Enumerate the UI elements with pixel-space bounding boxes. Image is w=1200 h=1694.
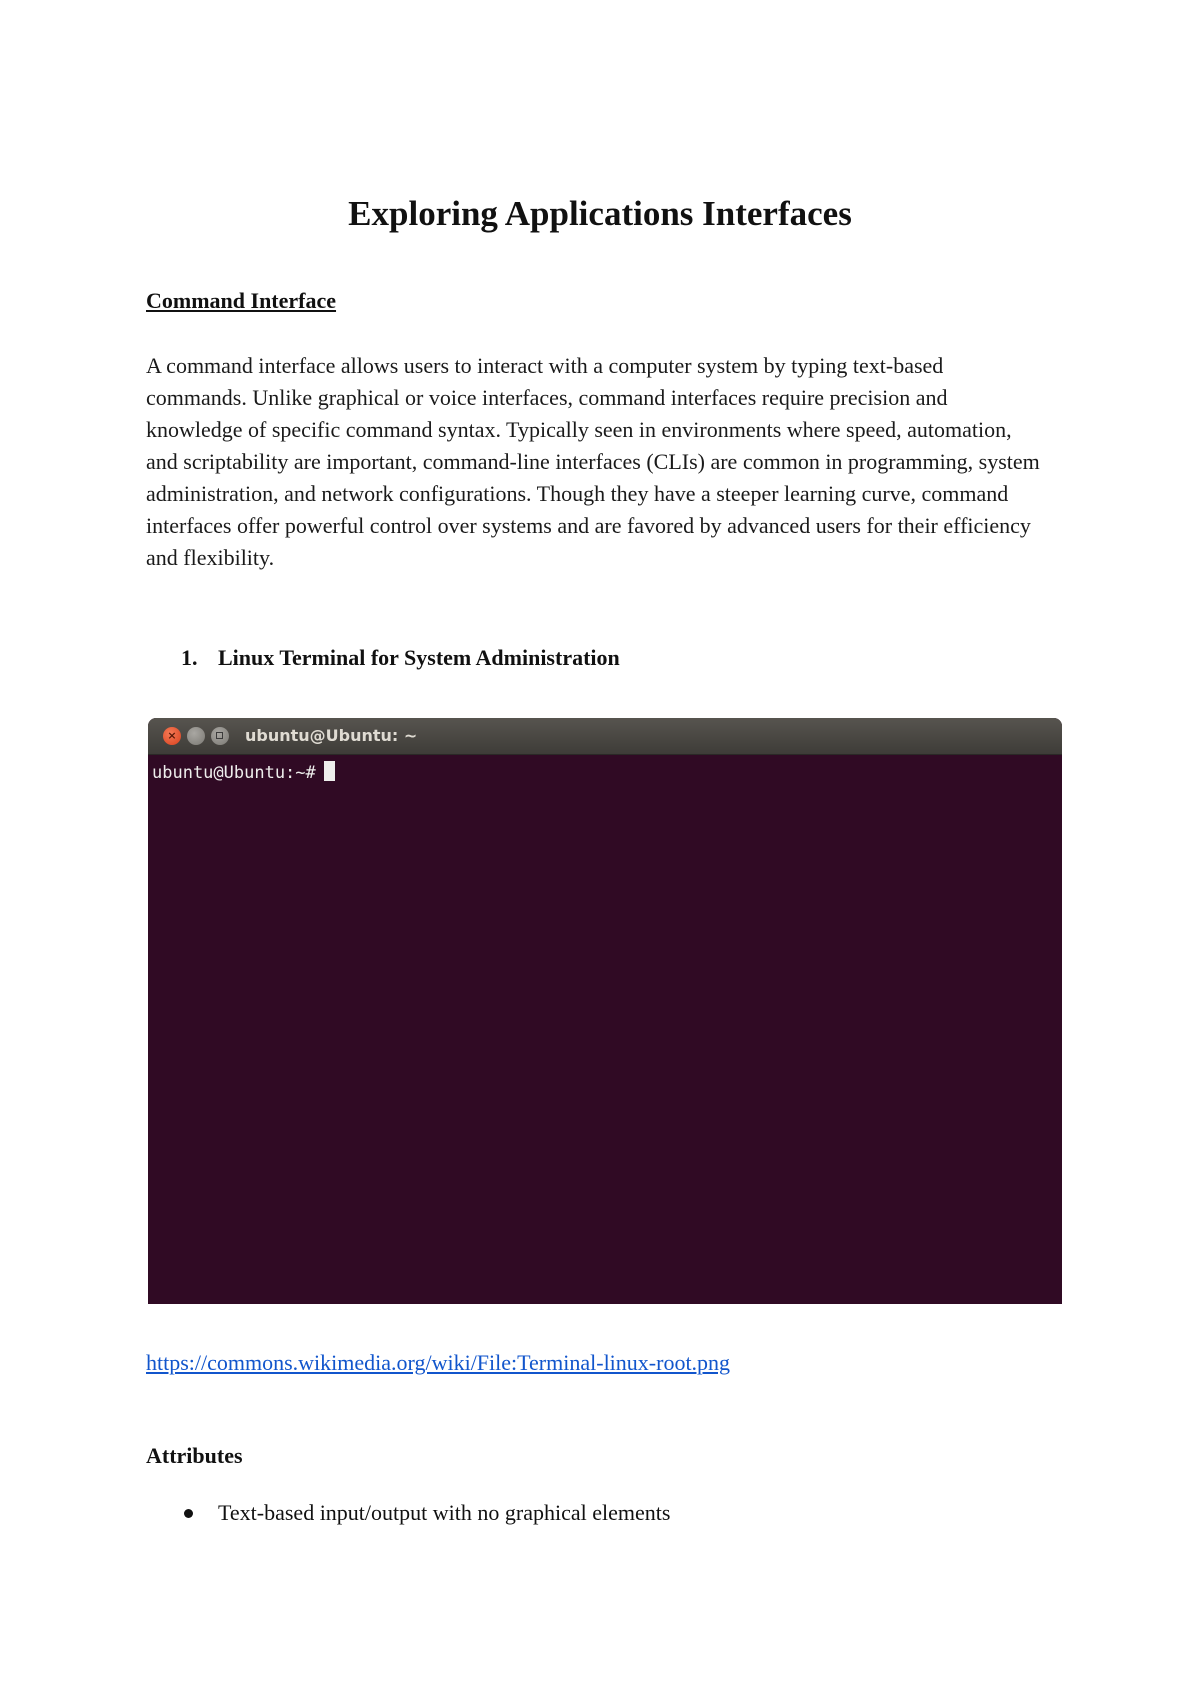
terminal-titlebar [148, 718, 1062, 755]
minimize-icon [187, 727, 205, 745]
terminal-body [148, 755, 1062, 1304]
numbered-item-1 [181, 644, 620, 672]
cursor-icon [324, 761, 335, 781]
close-icon: × [163, 727, 181, 745]
list-number: 1. [181, 645, 198, 670]
page-title: Exploring Applications Interfaces [348, 194, 852, 233]
attribute-text: Text-based input/output with no graphical elements [218, 1500, 671, 1525]
maximize-icon [211, 727, 229, 745]
intro-paragraph: A command interface allows users to interact with a computer system by typing text-based commands. Unlike graphical or voice interfaces, command interfaces require precision and knowledge of specific command syntax. Typically seen in environments where speed, automation, and scriptability are important, command-line interfaces (CLIs) are common in programming, system administration, and network configurations. Though they have a steeper learning curve, command interfaces offer powerful control over systems and are favored by advanced users for their efficiency and flexibility. [146, 353, 1040, 570]
terminal-prompt: ubuntu@Ubuntu:~# [152, 763, 316, 783]
section-heading-command-interface: Command Interface [146, 288, 337, 313]
list-item-label: Linux Terminal for System Administration [218, 645, 620, 670]
source-link[interactable]: https://commons.wikimedia.org/wiki/File:Terminal-linux-root.png [146, 1350, 731, 1375]
terminal-prompt-line [152, 761, 335, 784]
terminal-window-title: ubuntu@Ubuntu: ~ [245, 726, 418, 745]
terminal-screenshot [148, 718, 1062, 1304]
list-item [181, 1499, 670, 1527]
attributes-list [181, 1499, 670, 1527]
attributes-heading: Attributes [146, 1443, 243, 1468]
bullet-icon [184, 1509, 193, 1518]
